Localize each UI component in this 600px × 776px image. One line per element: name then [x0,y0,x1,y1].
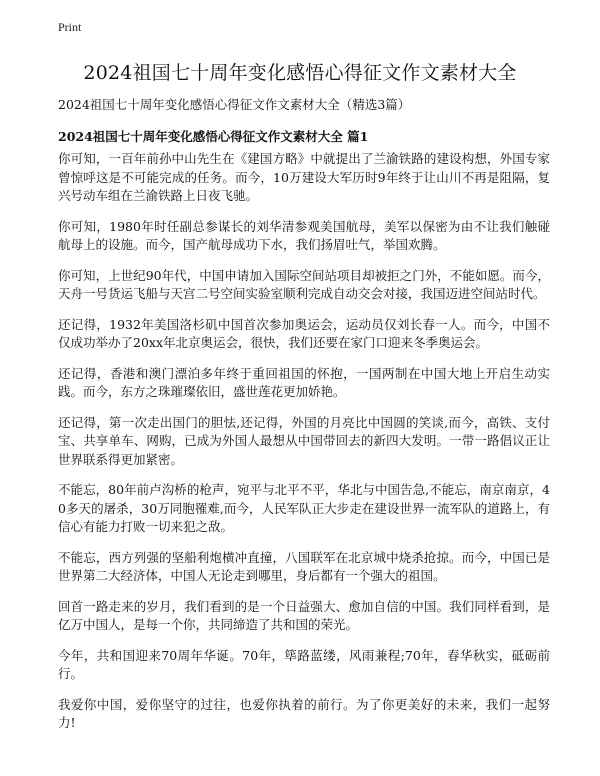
paragraph: 还记得，1932年美国洛杉矶中国首次参加奥运会，运动员仅刘长春一人。而今，中国不仅成功举办了20xx年北京奥运会，很快，我们还要在家门口迎来冬季奥运会。 [58,316,550,351]
paragraph: 还记得，第一次走出国门的胆怯,还记得，外国的月亮比中国圆的笑谈,而今，高铁、支付宝、共享单车、网购，已成为外国人最想从中国带回去的新四大发明。一带一路倡议正让世界联系得更加紧密。 [58,414,550,467]
article-body [58,150,550,745]
paragraph: 你可知，一百年前孙中山先生在《建国方略》中就提出了兰渝铁路的建设构想，外国专家曾惊呼这是不可能完成的任务。而今，10万建设大军历时9年终于让山川不再是阻隔，复兴号动车组在兰渝铁路上日夜飞驰。 [58,151,550,204]
print-link[interactable]: Print [58,20,82,34]
section-heading: 2024祖国七十周年变化感悟心得征文作文素材大全 篇1 [58,129,369,144]
document-title: 2024祖国七十周年变化感悟心得征文作文素材大全 [83,62,517,84]
document-subtitle: 2024祖国七十周年变化感悟心得征文作文素材大全（精选3篇） [58,97,411,112]
paragraph: 回首一路走来的岁月，我们看到的是一个日益强大、愈加自信的中国。我们同样看到，是亿万中国人，是每一个你，共同缔造了共和国的荣光。 [58,598,550,633]
paragraph: 还记得，香港和澳门漂泊多年终于重回祖国的怀抱，一国两制在中国大地上开启生动实践。而今，东方之珠璀璨依旧，盛世莲花更加娇艳。 [58,365,550,400]
paragraph: 不能忘，西方列强的坚船利炮横冲直撞，八国联军在北京城中烧杀抢掠。而今，中国已是世界第二大经济体，中国人无论走到哪里，身后都有一个强大的祖国。 [58,549,550,584]
paragraph: 不能忘，80年前卢沟桥的枪声，宛平与北平不平，华北与中国告急,不能忘，南京南京，40多天的屠杀，30万同胞罹难,而今，人民军队正大步走在建设世界一流军队的道路上，有信心有能力打败一切来犯之敌。 [58,482,550,535]
paragraph: 你可知，1980年时任副总参谋长的刘华清参观美国航母，美军以保密为由不让我们触碰航母上的设施。而今，国产航母成功下水，我们扬眉吐气，举国欢腾。 [58,218,550,253]
paragraph: 今年，共和国迎来70周年华诞。70年，筚路蓝缕，风雨兼程;70年，春华秋实，砥砺前行。 [58,647,550,682]
paragraph: 我爱你中国，爱你坚守的过往，也爱你执着的前行。为了你更美好的未来，我们一起努力! [58,696,550,731]
paragraph: 你可知，上世纪90年代，中国申请加入国际空间站项目却被拒之门外，不能如愿。而今，天舟一号货运飞船与天宫二号空间实验室顺利完成自动交会对接，我国迈进空间站时代。 [58,267,550,302]
